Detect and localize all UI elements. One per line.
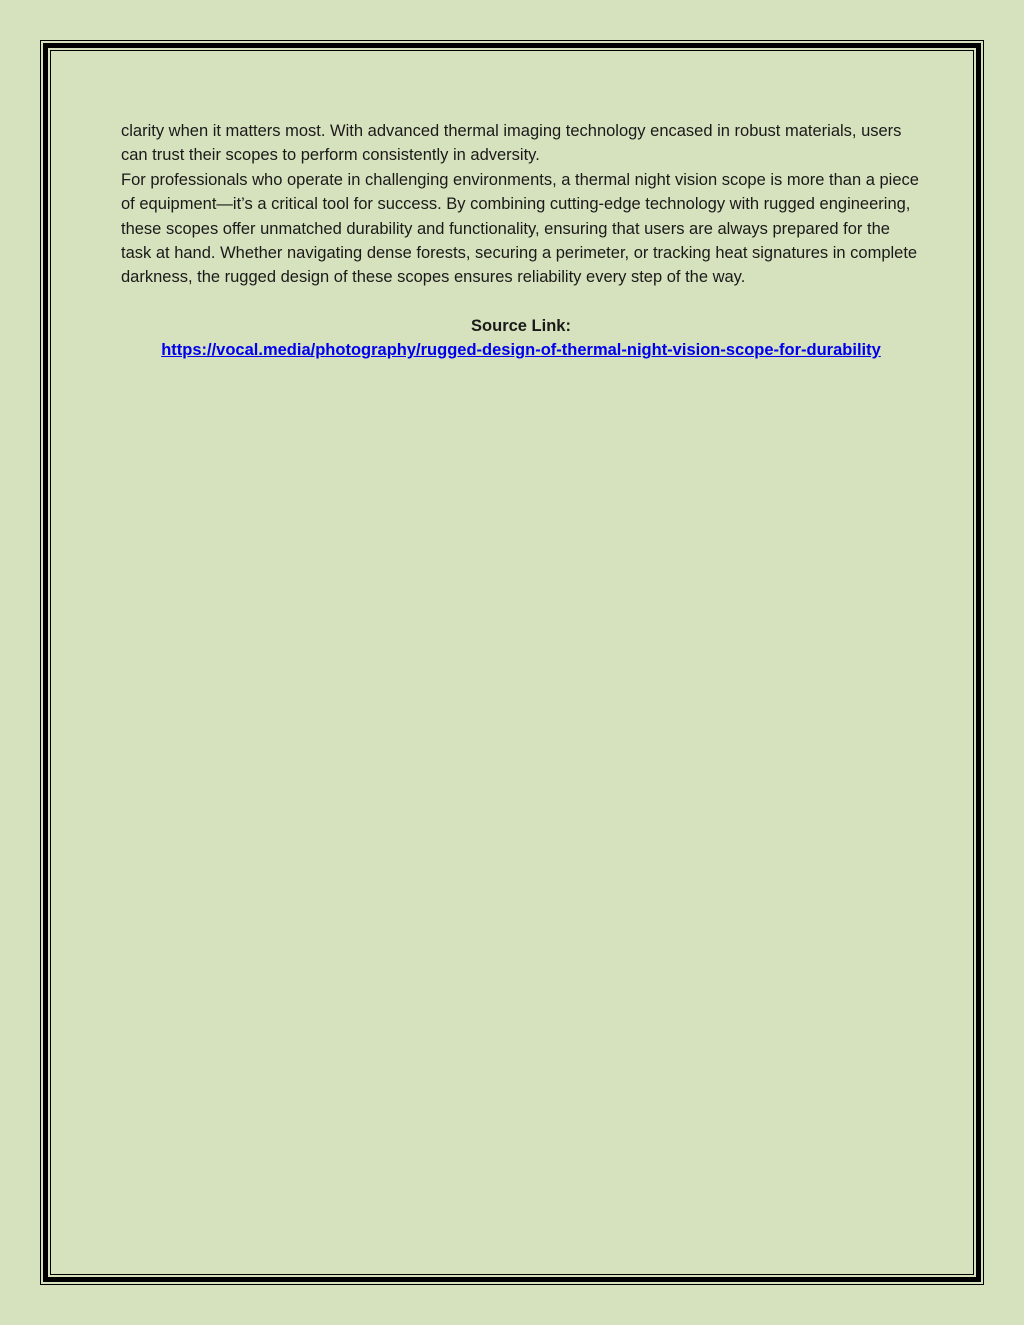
source-link[interactable]: https://vocal.media/photography/rugged-design-of-thermal-night-vision-scope-for-durability [161,341,881,360]
body-paragraph-1: clarity when it matters most. With advanced thermal imaging technology encased in robust materials, users can trust their scopes to perform consistently in adversity. [121,122,902,165]
source-label: Source Link: [471,316,571,335]
body-paragraph-2: For professionals who operate in challenging environments, a thermal night vision scope is more than a piece of equipment—it’s a critical tool for success. By combining cutting-edge technology with rugged engineering, these scopes offer unmatched durability and functionality, ensuring that users are always prepared for the task at hand. Whether navigating dense forests, securing a perimeter, or tracking heat signatures in complete darkness, the rugged design of these scopes ensures reliability every step of the way. [121,170,919,287]
source-section [121,314,921,363]
document-body [121,119,921,363]
